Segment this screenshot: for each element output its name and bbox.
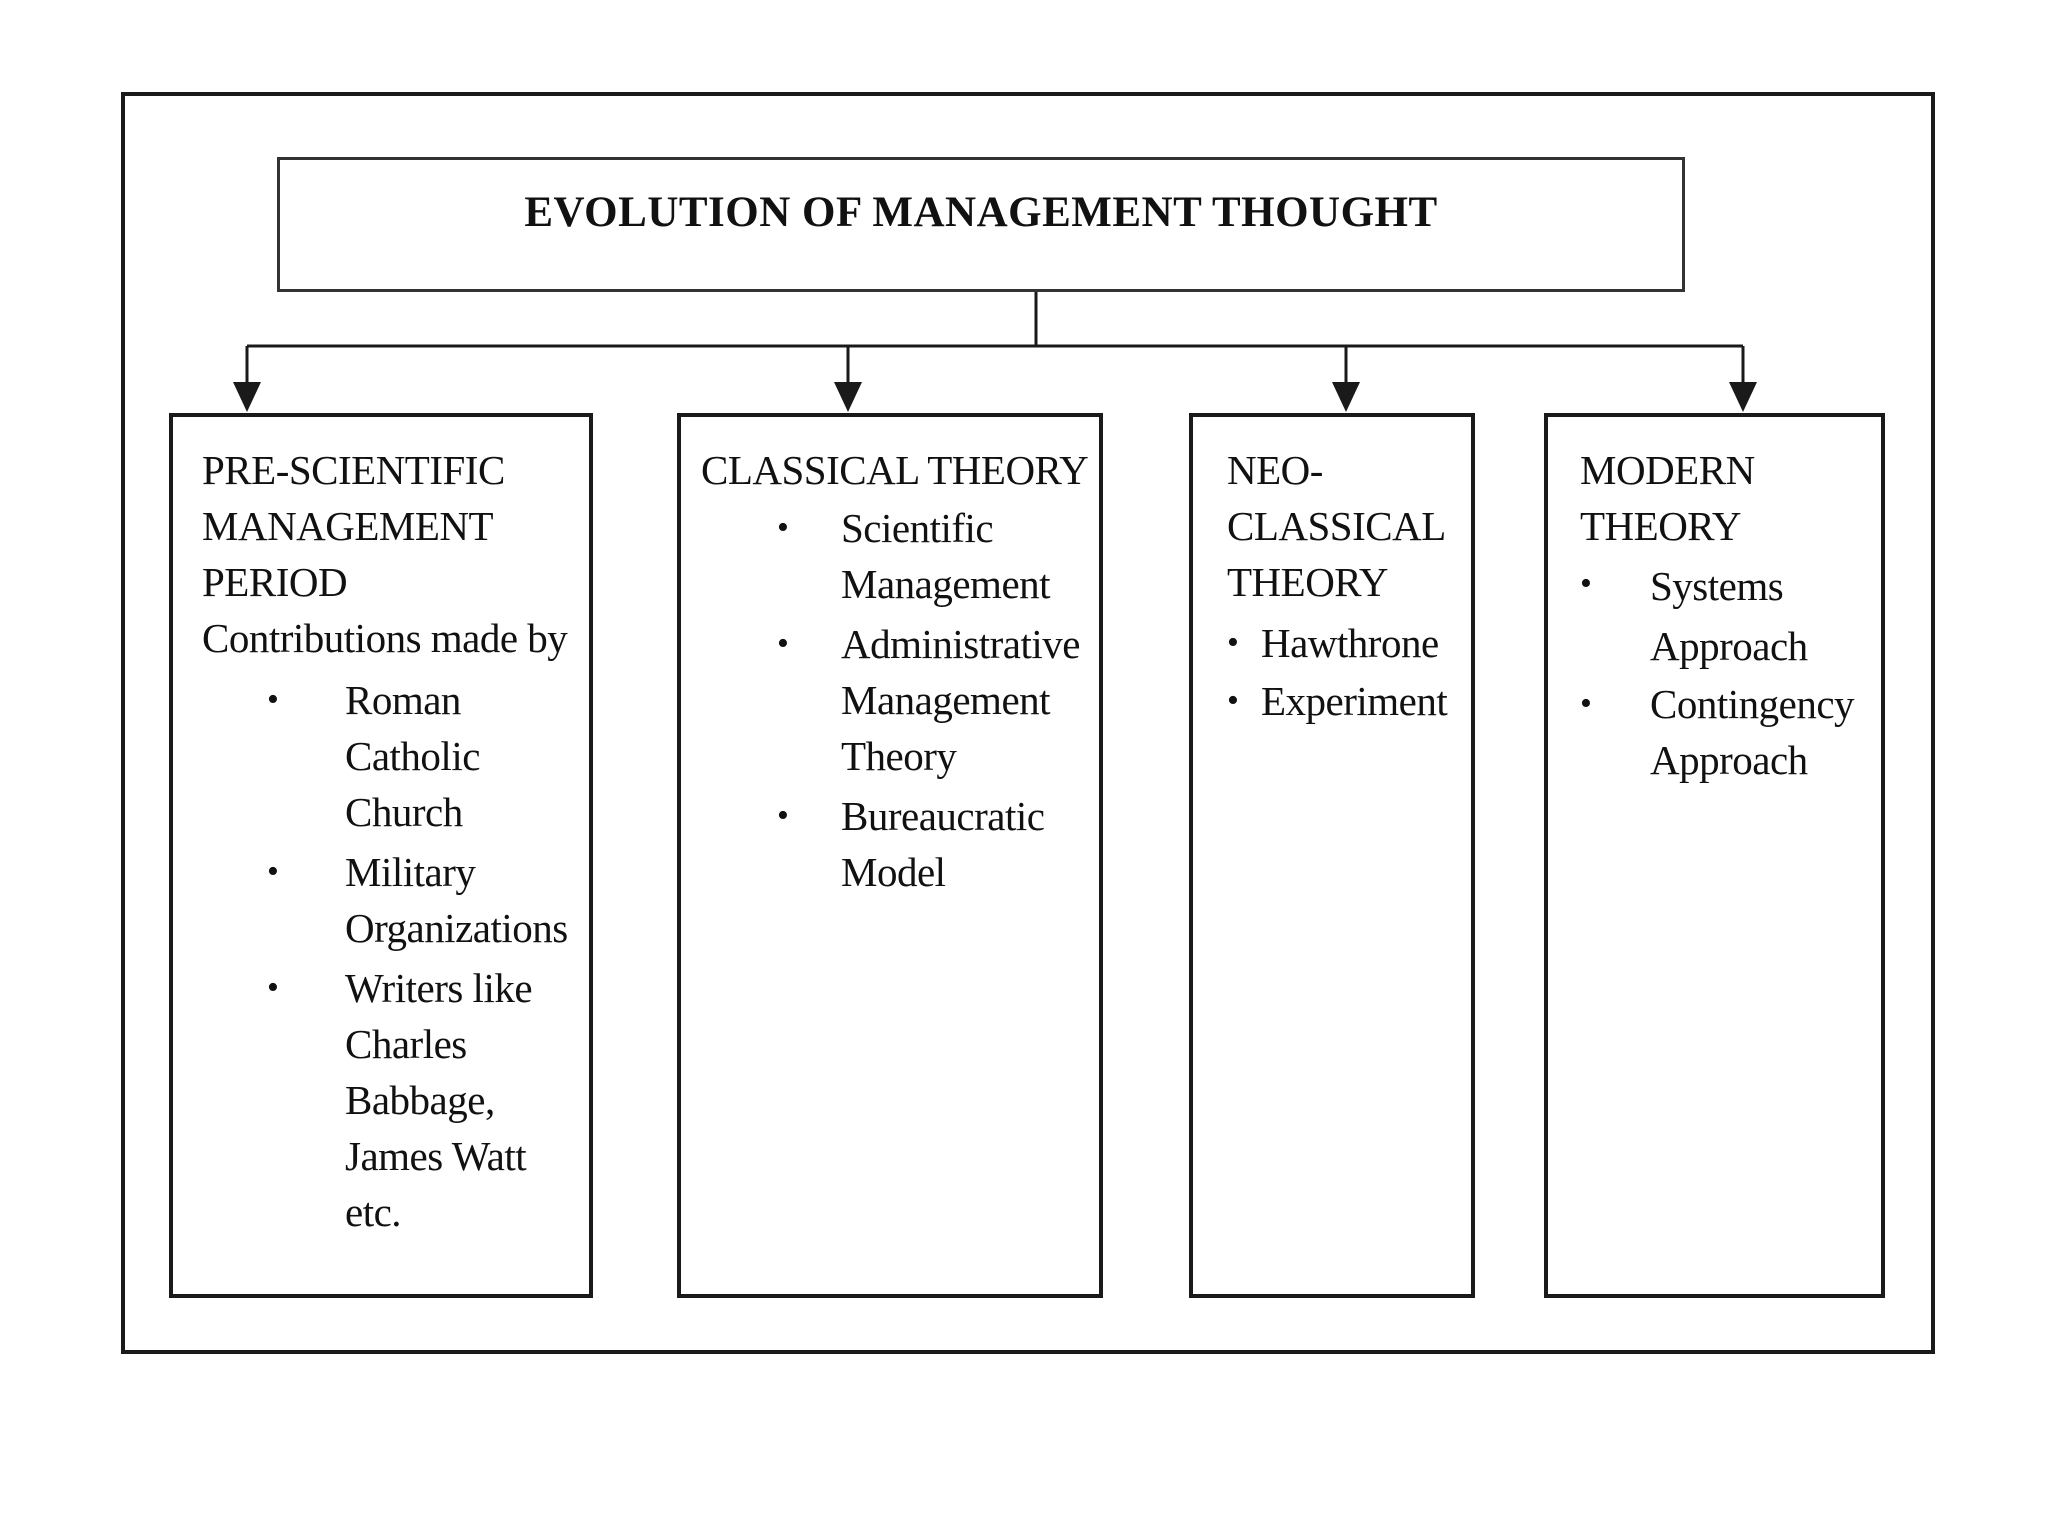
item-text: Scientific Management xyxy=(841,505,1051,607)
list-pre-scientific xyxy=(267,672,568,1240)
heading-classical: CLASSICAL THEORY xyxy=(701,447,1089,493)
heading-modern: MODERN THEORY xyxy=(1580,447,1755,549)
item-text: Systems Approach xyxy=(1650,563,1808,669)
bullet-icon: • xyxy=(777,509,789,546)
list-item xyxy=(1227,615,1447,671)
diagram-title: EVOLUTION OF MANAGEMENT THOUGHT xyxy=(524,189,1438,236)
title-box xyxy=(277,157,1685,292)
heading-neo-classical: NEO- CLASSICAL THEORY xyxy=(1227,447,1446,605)
list-item xyxy=(1580,676,1854,788)
list-item xyxy=(777,500,1080,612)
item-text: Hawthrone xyxy=(1261,620,1439,666)
list-item xyxy=(777,616,1080,784)
item-text: Contingency Approach xyxy=(1650,681,1855,783)
box-pre-scientific xyxy=(169,413,593,1298)
bullet-icon: • xyxy=(1227,682,1239,719)
item-text: Bureaucratic Model xyxy=(841,793,1045,895)
heading-pre-scientific: PRE-SCIENTIFIC MANAGEMENT PERIOD xyxy=(202,447,505,605)
list-modern xyxy=(1580,556,1854,788)
item-text: Writers like Charles Babbage, James Watt etc. xyxy=(345,965,533,1235)
bullet-icon: • xyxy=(1580,685,1592,722)
list-item xyxy=(777,788,1080,900)
item-text: Roman Catholic Church xyxy=(345,677,480,835)
list-item xyxy=(267,844,568,956)
bullet-icon: • xyxy=(777,625,789,662)
subtext-contributions: Contributions made by xyxy=(202,615,568,661)
list-classical xyxy=(777,500,1080,900)
box-classical xyxy=(677,413,1103,1298)
list-item xyxy=(267,960,568,1240)
box-modern xyxy=(1544,413,1885,1298)
item-text: Administrative Management Theory xyxy=(841,621,1080,779)
bullet-icon: • xyxy=(1227,624,1239,661)
item-text: Experiment xyxy=(1261,678,1448,724)
box-neo-classical xyxy=(1189,413,1475,1298)
bullet-icon: • xyxy=(267,681,279,718)
list-item xyxy=(1580,556,1854,676)
bullet-icon: • xyxy=(267,969,279,1006)
bullet-icon: • xyxy=(267,853,279,890)
bullet-icon: • xyxy=(1580,565,1592,602)
list-item xyxy=(267,672,568,840)
list-neo-classical xyxy=(1227,615,1447,729)
list-item xyxy=(1227,673,1447,729)
bullet-icon: • xyxy=(777,797,789,834)
item-text: Military Organizations xyxy=(345,849,568,951)
